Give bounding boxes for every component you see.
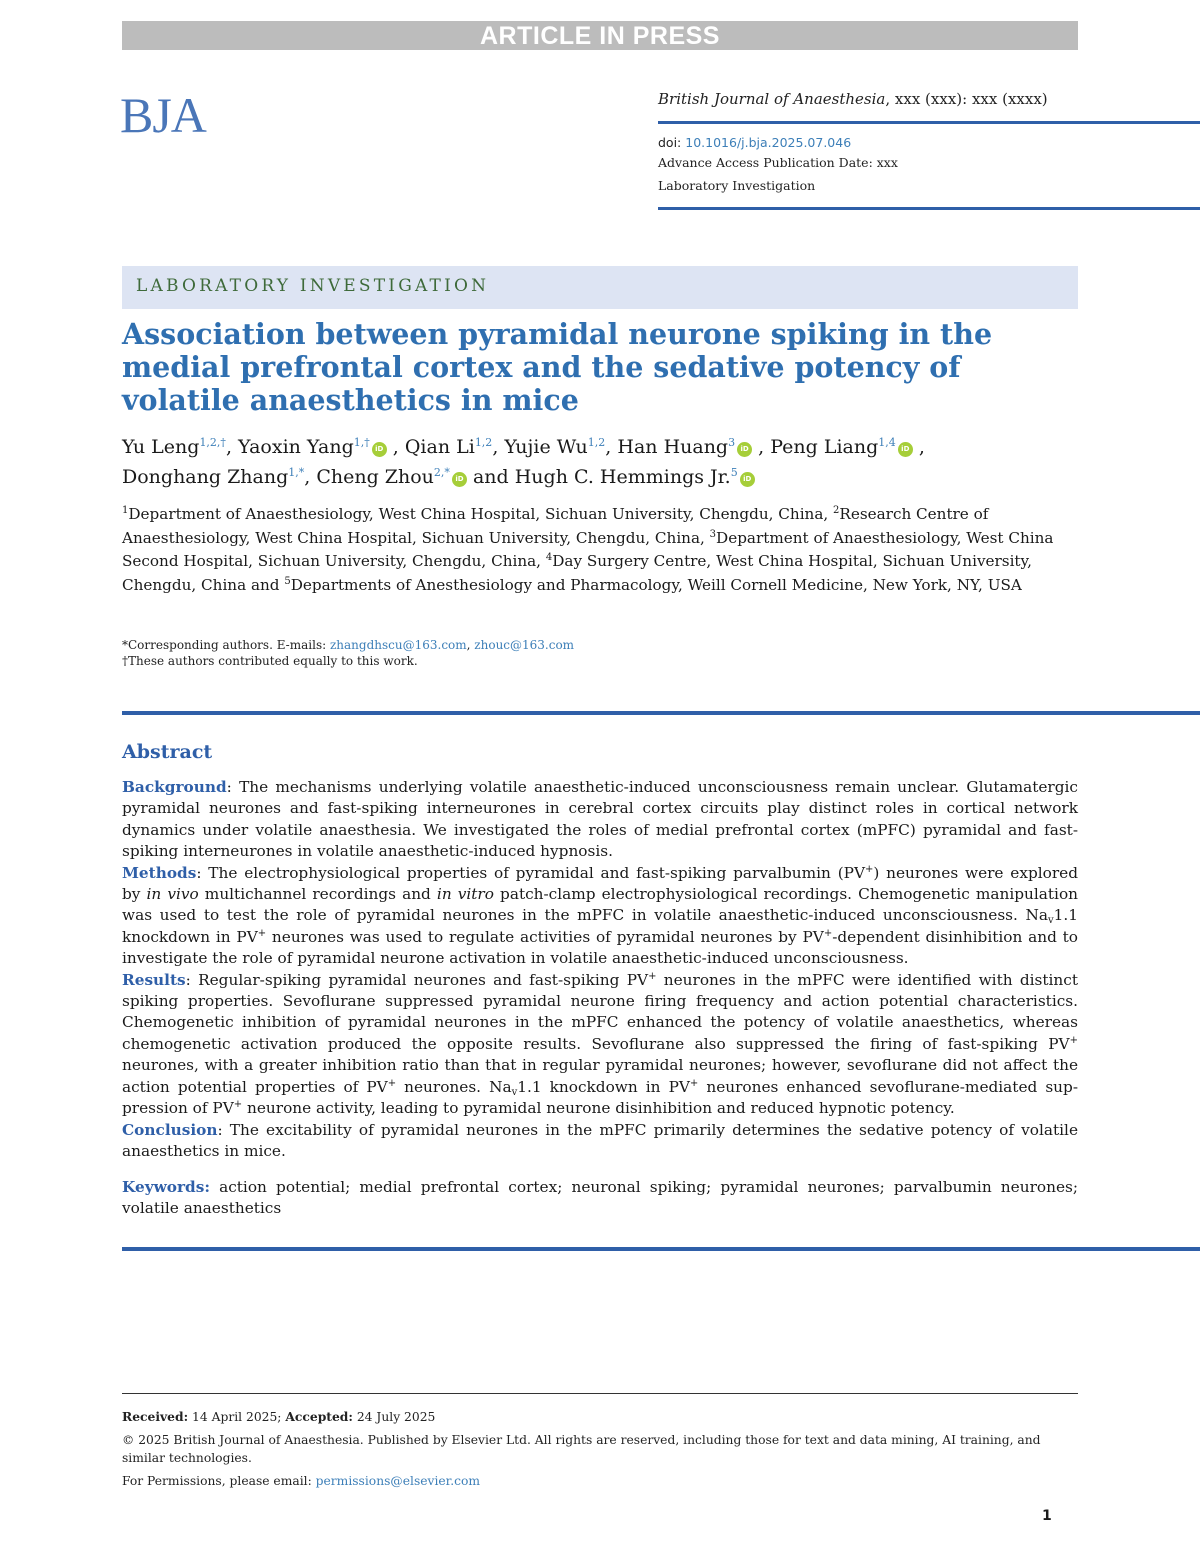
methods-text: neurones was used to regulate activities of pyramidal neurones by PV <box>266 927 824 946</box>
abstract-rule-top <box>122 711 1200 715</box>
affiliation-number: 1 <box>122 505 129 516</box>
affiliations <box>122 503 1080 597</box>
author-name: Yujie Wu <box>504 436 588 458</box>
background-label: Background <box>122 778 227 796</box>
orcid-icon[interactable]: iD <box>740 472 755 487</box>
accepted-date: 24 July 2025 <box>352 1410 436 1424</box>
abstract-body <box>122 777 1078 1162</box>
subscript-v: v <box>511 1086 518 1098</box>
results-label: Results <box>122 970 186 989</box>
methods-italic: in vivo <box>146 885 199 904</box>
abstract-background <box>122 777 1078 863</box>
received-date: 14 April 2025; <box>188 1410 286 1424</box>
author-affiliation-marker: 1,2 <box>474 436 493 449</box>
conclusion-text: : The excitability of pyramidal neurones in the mPFC primarily determines the sedative potency of volatile anaesthetics in mice. <box>122 1120 1078 1160</box>
methods-text: 1.1 knockdown in PV <box>122 906 1078 946</box>
superscript-plus: + <box>823 927 833 939</box>
results-text: neurones, with a greater inhibition ratio than that in regular pyramidal neurones; however, sevoflurane did not affect the action potential properties of PV <box>122 1056 1078 1096</box>
article-title: Association between pyramidal neurone spiking in the medial prefrontal cortex and the sedative potency of volatile anaesthetics in mice <box>122 317 993 417</box>
results-text: neurones in the mPFC were identified with distinct spiking properties. Sevoflurane suppressed pyramidal neurone firing frequency and action potential characteristics. Chemogenetic inhibition of pyramidal neurones in the mPFC enhanced the potency of volatile anaesthetics, whereas chemogenetic activation produced the opposite results. Sevoflurane also suppressed the firing of fast-spiking PV <box>122 970 1078 1053</box>
orcid-icon[interactable]: iD <box>737 442 752 457</box>
affiliation-text: Research Centre of Anaesthesiology, West China Hospital, Sichuan University, Chengdu, China, <box>122 505 989 547</box>
page-number: 1 <box>1042 1508 1052 1524</box>
author-name: Hugh C. Hemmings Jr. <box>514 466 731 488</box>
header-rule-top <box>658 121 1200 124</box>
results-text: neurone activity, leading to pyramidal neurone disinhibition and reduced hypnotic potency. <box>242 1099 955 1118</box>
doi-label: doi: <box>658 135 686 150</box>
superscript-plus: + <box>387 1077 397 1089</box>
superscript-plus: + <box>233 1099 243 1111</box>
author-affiliation-marker: 1,2 <box>587 436 606 449</box>
journal-citation <box>658 90 1048 108</box>
doi-line <box>658 135 851 150</box>
author-name: Qian Li <box>404 436 475 458</box>
author-name: Peng Liang <box>770 436 879 458</box>
superscript-plus: + <box>865 863 874 875</box>
affiliation-text: Day Surgery Centre, West China Hospital, Sichuan University, Chengdu, China and <box>122 552 1032 594</box>
author-affiliation-marker: 1,† <box>353 436 370 449</box>
author-name: Yaoxin Yang <box>238 436 354 458</box>
results-text: : Regular-spiking pyramidal neurones and fast-spiking PV <box>185 970 649 989</box>
keywords <box>122 1177 1078 1220</box>
abstract-results <box>122 970 1078 1120</box>
superscript-plus: + <box>257 927 267 939</box>
methods-text: ) neurones were explored by <box>122 863 1078 904</box>
article-in-press-banner: ARTICLE IN PRESS <box>122 21 1078 50</box>
journal-logo: BJA <box>120 87 206 143</box>
results-text: neurones enhanced sevoflurane-mediated sup-pression of PV <box>122 1077 1078 1118</box>
email-separator: , <box>466 638 475 652</box>
orcid-icon[interactable]: iD <box>452 472 467 487</box>
author-separator: , <box>304 466 317 488</box>
abstract-heading: Abstract <box>122 741 213 763</box>
author-affiliation-marker: 5 <box>730 466 738 479</box>
author-name: Cheng Zhou <box>316 466 434 488</box>
background-text: : The mechanisms underlying volatile anaesthetic-induced unconsciousness remain unclear. Glutamatergic pyramidal neurones and fast-spiking interneurones in cerebral cortex circuits play distinct roles in cortical network dynamics under volatile anaesthesia. We investigated the roles of medial prefrontal cortex (mPFC) pyramidal and fast-spiking interneurones in volatile anaesthetic-induced hypnosis. <box>122 778 1078 861</box>
abstract-methods <box>122 863 1078 970</box>
article-type: Laboratory Investigation <box>658 178 816 193</box>
methods-italic: in vitro <box>436 885 494 904</box>
author-affiliation-marker: 2,* <box>433 466 450 479</box>
email-link-1[interactable]: zhangdhscu@163.com <box>329 638 467 652</box>
author-affiliation-marker: 1,* <box>288 466 305 479</box>
author-affiliation-marker: 3 <box>728 436 736 449</box>
superscript-plus: + <box>648 970 657 982</box>
abstract-conclusion <box>122 1120 1078 1163</box>
orcid-icon[interactable]: iD <box>898 442 913 457</box>
affiliation-number: 3 <box>709 528 717 540</box>
results-text: 1.1 knockdown in PV <box>517 1077 690 1096</box>
methods-text: : The electrophysiological properties of pyramidal and fast-spiking parvalbumin (PV <box>196 863 866 882</box>
author-name: Han Huang <box>617 436 729 458</box>
journal-issue: , xxx (xxx): xxx (xxxx) <box>885 90 1048 108</box>
advance-access-date: Advance Access Publication Date: xxx <box>658 155 898 170</box>
equal-contribution-note: †These authors contributed equally to this work. <box>122 654 418 668</box>
superscript-plus: + <box>1069 1034 1078 1046</box>
affiliation-text: Department of Anaesthesiology, West China Second Hospital, Sichuan University, Chengdu, China, <box>122 528 1054 570</box>
author-separator: , <box>492 436 505 458</box>
author-separator: , <box>386 436 405 458</box>
affiliation-text: Department of Anaesthesiology, West China Hospital, Sichuan University, Chengdu, China, <box>128 505 834 523</box>
affiliation-number: 4 <box>545 552 553 563</box>
doi-link[interactable]: 10.1016/j.bja.2025.07.046 <box>685 135 852 150</box>
footer-rule <box>122 1393 1078 1394</box>
author-separator: , <box>752 436 771 458</box>
author-affiliation-marker: 1,4 <box>878 436 896 449</box>
header-rule-bottom <box>658 207 1200 210</box>
author-name: Yu Leng <box>122 436 200 458</box>
author-list <box>122 432 1082 492</box>
journal-name: British Journal of Anaesthesia <box>658 90 886 108</box>
permissions-email-link[interactable]: permissions@elsevier.com <box>315 1474 481 1488</box>
orcid-icon[interactable]: iD <box>372 442 387 457</box>
affiliation-number: 5 <box>284 575 291 587</box>
keywords-text: action potential; medial prefrontal cortex; neuronal spiking; pyramidal neurones; parvalbumin neurones; volatile anaesthetics <box>122 1178 1078 1218</box>
corresponding-prefix: *Corresponding authors. E-mails: <box>122 638 330 652</box>
author-name: Donghang Zhang <box>122 466 289 488</box>
conclusion-label: Conclusion <box>122 1120 218 1139</box>
subscript-v: v <box>1048 915 1054 927</box>
section-banner <box>122 266 1078 309</box>
results-text: neurones. Na <box>396 1077 512 1096</box>
methods-text: patch-clamp electrophysiological recordings. Chemogenetic manipulation was used to test the role of pyramidal neurones in the mPFC in volatile anaesthetic-induced unconsciousness. Na <box>122 885 1079 925</box>
superscript-plus: + <box>689 1077 699 1089</box>
affiliation-text: Departments of Anesthesiology and Pharmacology, Weill Cornell Medicine, New York, NY, USA <box>290 575 1022 594</box>
received-label: Received: <box>122 1409 189 1424</box>
author-separator: , <box>912 436 925 458</box>
author-separator: , <box>225 436 239 458</box>
section-label: LABORATORY INVESTIGATION <box>136 276 490 296</box>
permissions-prefix: For Permissions, please email: <box>122 1474 316 1488</box>
affiliation-number: 2 <box>833 505 840 516</box>
keywords-label: Keywords: <box>122 1178 210 1196</box>
methods-text: -dependent disinhibition and to investigate the role of pyramidal neurone activation in volatile anaesthetic-induced unconsciousness. <box>122 927 1079 968</box>
methods-text: multichannel recordings and <box>198 885 437 904</box>
footer <box>122 1408 1080 1495</box>
author-notes <box>122 637 1080 669</box>
methods-label: Methods <box>122 863 197 882</box>
author-separator: and <box>466 466 515 488</box>
email-link-2[interactable]: zhouc@163.com <box>474 638 575 652</box>
author-affiliation-marker: 1,2,† <box>199 436 226 449</box>
abstract-rule-bottom <box>122 1247 1200 1251</box>
permissions-line <box>122 1472 1080 1490</box>
corresponding-note <box>122 637 1080 653</box>
dates-line <box>122 1408 1080 1426</box>
author-separator: , <box>605 436 618 458</box>
copyright-line: © 2025 British Journal of Anaesthesia. Published by Elsevier Ltd. All rights are reserved, including those for text and data mining, AI training, and similar technologies. <box>122 1433 1041 1465</box>
accepted-label: Accepted: <box>285 1409 353 1424</box>
